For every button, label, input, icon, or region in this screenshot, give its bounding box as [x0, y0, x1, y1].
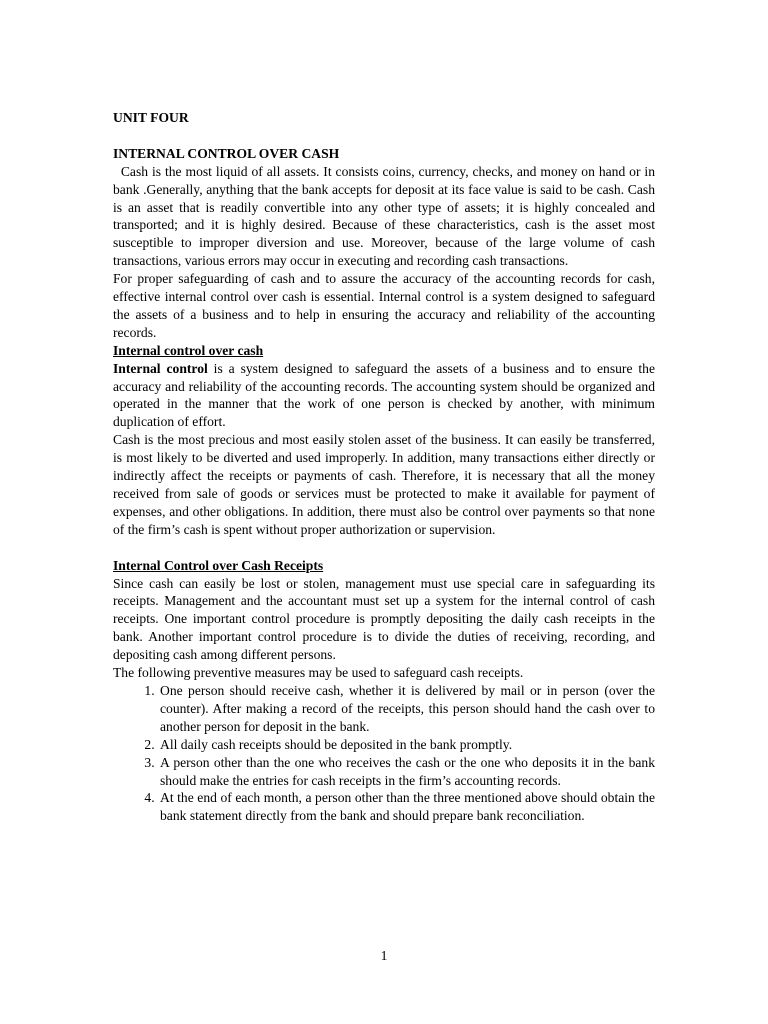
- section-heading-internal-control: Internal control over cash: [113, 342, 264, 358]
- measures-intro: The following preventive measures may be used to safeguard cash receipts.: [113, 665, 524, 681]
- page-number: 1: [380, 948, 388, 963]
- spacer: [113, 539, 655, 557]
- section-heading-cash-receipts: Internal Control over Cash Receipts: [113, 557, 324, 573]
- definition-term: Internal control: [113, 360, 208, 376]
- document-page: [113, 109, 659, 825]
- list-item: 4. At the end of each month, a person other than the three mentioned above should obtain the bank statement directly from the bank and should prepare bank reconciliation.: [158, 789, 655, 825]
- list-item: 3. A person other than the one who receives the cash or the one who deposits it in the bank should make the entries for cash receipts in the firm’s accounting records.: [158, 754, 655, 790]
- document-title: INTERNAL CONTROL OVER CASH: [113, 145, 340, 161]
- cash-paragraph: Cash is the most precious and most easily stolen asset of the business. It can easily be transferred, is most likely to be diverted and used improperly. In addition, many transactions either directly or indirectly affect the receipts or payments of cash. Therefore, it is necessary that all the money received from sale of goods or services must be protected to make it available for payment of expenses, and other obligations. In addition, there must also be control over payments so that none of the firm’s cash is spent without proper authorization or supervision.: [113, 432, 655, 537]
- definition-text: is a system designed to safeguard the assets of a business and to ensure the accuracy and reliability of the accounting records. The accounting system should be organized and operated in the manner that the work of one person is checked by another, with minimum duplication of effort.: [113, 360, 655, 430]
- internal-control-definition: [113, 360, 655, 432]
- cash-receipts-paragraph: Since cash can easily be lost or stolen, management must use special care in safeguarding its receipts. Management and the accountant must set up a system for the internal control of cash receipts. One important control procedure is promptly depositing the daily cash receipts in the bank. Another important control procedure is to divide the duties of receiving, recording, and depositing cash among different persons.: [113, 575, 655, 663]
- preventive-measures-list: [113, 682, 655, 825]
- unit-heading: UNIT FOUR: [113, 110, 189, 125]
- intro-paragraph-1: Cash is the most liquid of all assets. It consists coins, currency, checks, and money on hand or in bank .Generally, anything that the bank accepts for deposit at its face value is said to be cash. Cash is an asset that is readily convertible into any other type of assets; it is highly concealed and transported; and it is highly desired. Because of these characteristics, cash is the asset most susceptible to improper diversion and use. Moreover, because of the large volume of cash transactions, various errors may occur in executing and recording cash transactions.: [113, 163, 659, 269]
- intro-paragraph-2: For proper safeguarding of cash and to assure the accuracy of the accounting records for cash, effective internal control over cash is essential. Internal control is a system designed to safeguard the assets of a business and to help in ensuring the accuracy and reliability of the accounting records.: [113, 271, 655, 340]
- list-item: 1. One person should receive cash, whether it is delivered by mail or in person (over the counter). After making a record of the receipts, this person should hand the cash over to another person for deposit in the bank.: [158, 682, 655, 736]
- spacer: [113, 127, 655, 145]
- list-item: 2. All daily cash receipts should be deposited in the bank promptly.: [158, 736, 655, 754]
